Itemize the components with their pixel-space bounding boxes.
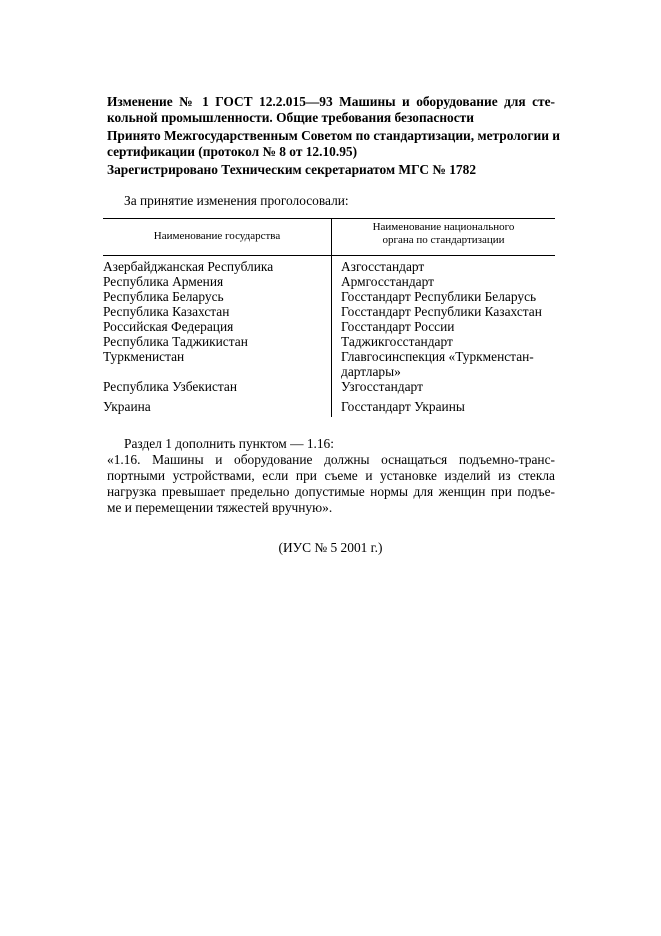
table-row xyxy=(103,319,555,334)
state-name-cell: Республика Таджикистан xyxy=(103,334,248,349)
adopted-line-1: Принято Межгосударственным Советом по стандартизации, метрологии и xyxy=(107,128,560,143)
standards-body-line: Армгосстандарт xyxy=(341,274,434,289)
standards-body-cell xyxy=(331,304,555,319)
standards-body-cell xyxy=(331,259,555,274)
standards-body-line: Госстандарт Украины xyxy=(341,399,465,414)
registered-line: Зарегистрировано Техническим секретариатом МГС № 1782 xyxy=(107,162,477,177)
standards-body-line: Госстандарт Республики Казахстан xyxy=(341,304,542,319)
table-row xyxy=(103,259,555,274)
standards-body-cell xyxy=(331,379,555,394)
standards-body-cell xyxy=(331,349,555,379)
standards-body-line: Узгосстандарт xyxy=(341,379,423,394)
state-name-cell: Республика Казахстан xyxy=(103,304,230,319)
state-name-cell: Российская Федерация xyxy=(103,319,234,334)
standards-body-cell xyxy=(331,274,555,289)
source-reference: (ИУС № 5 2001 г.) xyxy=(278,540,383,555)
table-body xyxy=(103,259,555,414)
table-row xyxy=(103,334,555,349)
section-lead xyxy=(124,436,572,452)
column-header-body-line-1: Наименование национального xyxy=(372,221,515,233)
standards-body-cell xyxy=(331,334,555,349)
section-lead-line: Раздел 1 дополнить пунктом — 1.16: xyxy=(124,436,334,451)
standards-body-line: Госстандарт России xyxy=(341,319,455,334)
state-name-cell: Республика Армения xyxy=(103,274,224,289)
quote-line-2: портными устройствами, если при съеме и установке изделий из стекла xyxy=(107,468,555,483)
adopted-line-2: сертификации (протокол № 8 от 12.10.95) xyxy=(107,144,358,159)
state-name-cell: Азербайджанская Республика xyxy=(103,259,274,274)
adopted-statement xyxy=(107,128,560,160)
quote-line-1: «1.16. Машины и оборудование должны оснащаться подъемно-транс- xyxy=(107,452,555,467)
column-header-body xyxy=(332,221,555,247)
change-title xyxy=(107,94,555,126)
standards-body-line: Азгосстандарт xyxy=(341,259,425,274)
quote-line-3: нагрузка превышает предельно допустимые нормы для женщин при подъе- xyxy=(107,484,555,499)
quote-line-4: ме и перемещении тяжестей вручную». xyxy=(107,500,333,515)
change-title-line-2: кольной промышленности. Общие требования безопасности xyxy=(107,110,474,125)
table-row xyxy=(103,289,555,304)
standards-body-line: Таджикгосстандарт xyxy=(341,334,453,349)
state-name-cell: Туркменистан xyxy=(103,349,185,364)
standards-body-cell xyxy=(331,399,555,414)
table-row xyxy=(103,379,555,394)
standards-body-cell xyxy=(331,289,555,304)
table-row xyxy=(103,304,555,319)
change-title-line-1: Изменение № 1 ГОСТ 12.2.015—93 Машины и оборудование для сте- xyxy=(107,94,555,109)
standards-body-line: Госстандарт Республики Беларусь xyxy=(341,289,537,304)
table-header-rule xyxy=(103,255,555,256)
state-name-cell: Украина xyxy=(103,399,151,414)
standards-body-line: Главгосинспекция «Туркменстан- xyxy=(341,349,534,364)
standards-body-cell xyxy=(331,319,555,334)
table-row xyxy=(103,399,555,414)
table-row xyxy=(103,349,555,379)
vote-intro: За принятие изменения проголосовали: xyxy=(124,193,349,208)
table-row xyxy=(103,274,555,289)
state-name-cell: Республика Узбекистан xyxy=(103,379,238,394)
section-quote xyxy=(107,452,555,516)
state-name-cell: Республика Беларусь xyxy=(103,289,224,304)
column-header-body-line-2: органа по стандартизации xyxy=(382,234,505,246)
standards-body-line: дартлары» xyxy=(341,364,401,379)
table-top-rule xyxy=(103,218,555,219)
registered-statement xyxy=(107,162,555,178)
column-header-state: Наименование государства xyxy=(153,230,281,242)
